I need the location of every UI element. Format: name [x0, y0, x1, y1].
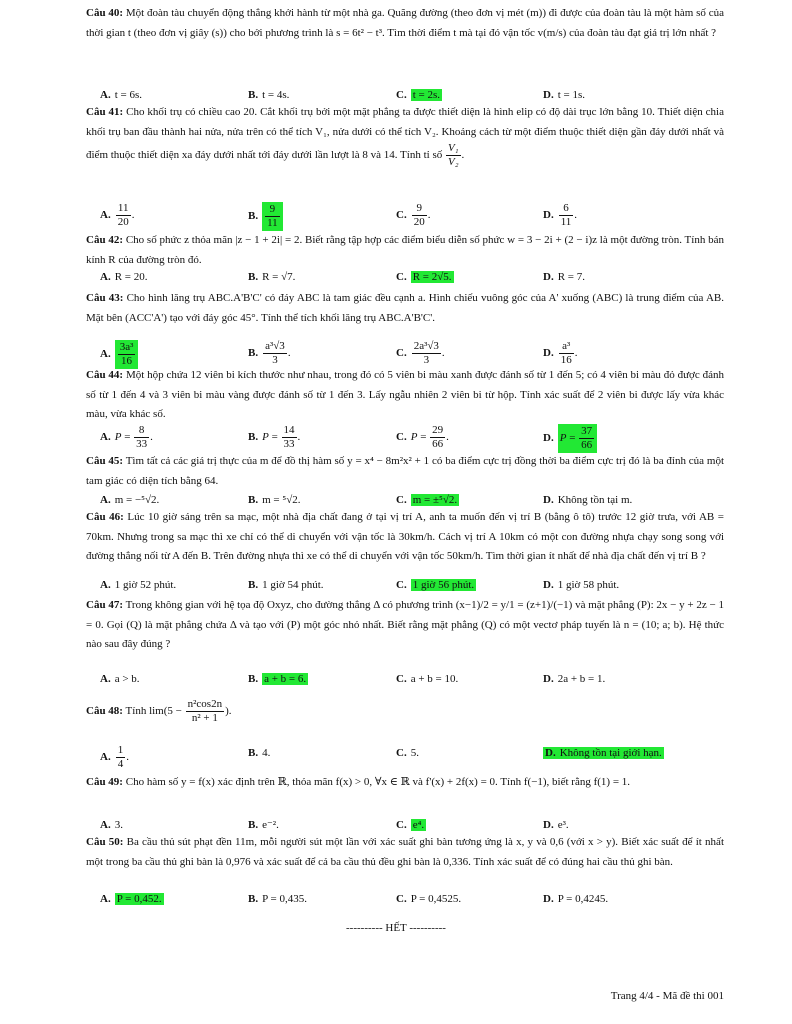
option-c[interactable]: C. $\frac{\text{2a³√3}}{3}$ .	[396, 340, 445, 366]
option-b[interactable]: B. P = 0,435.	[248, 893, 308, 905]
correct-answer-highlight: e⁴.	[412, 819, 425, 831]
option-c[interactable]: C. P = $\frac{29}{66}$ .	[396, 424, 449, 450]
option-c[interactable]: C. $\frac{9}{20}$ .	[396, 202, 431, 228]
option-d[interactable]: D. Không tồn tại m.	[543, 494, 633, 506]
option-d[interactable]	[543, 744, 664, 762]
option-b[interactable]: B. a + b = 6.	[248, 673, 307, 685]
correct-answer-highlight: D. Không tồn tại giới hạn.	[545, 747, 662, 759]
answers-42	[100, 268, 720, 288]
question-label: Câu 47:	[86, 599, 123, 611]
option-b[interactable]: B. 1 giờ 54 phút.	[248, 579, 324, 591]
option-c[interactable]: C. R = 2√5.	[396, 271, 452, 283]
option-b[interactable]: B. $\frac{\text{a³√3}}{3}$ .	[248, 340, 291, 366]
question-label: Câu 50:	[86, 836, 124, 848]
correct-answer-highlight: R = 2√5.	[412, 271, 452, 283]
question-label: Câu 49:	[86, 776, 123, 788]
question-label: Câu 44:	[86, 369, 124, 381]
question-43	[86, 289, 724, 328]
question-text: Cho hàm số y = f(x) xác định trên ℝ, thỏa mãn f(x) > 0, ∀x ∈ ℝ và f'(x) + 2f(x) = 0. Tính f(−1), biết rằng f(1) = 1.	[125, 776, 631, 788]
option-b[interactable]: B. P = $\frac{14}{33}$ .	[248, 424, 301, 450]
option-c[interactable]: C. m = ±⁵√2.	[396, 494, 458, 506]
question-46	[86, 508, 724, 567]
option-d[interactable]: D. 1 giờ 58 phút.	[543, 579, 620, 591]
question-50	[86, 833, 724, 872]
option-b[interactable]: B. t = 4s.	[248, 89, 290, 101]
option-a[interactable]: A. $\frac{1}{4}$ .	[100, 744, 129, 770]
question-42	[86, 231, 724, 270]
question-47	[86, 596, 724, 655]
correct-answer-highlight: P = $\frac{37}{66}$	[558, 424, 597, 453]
question-text: Trong không gian với hệ tọa độ Oxyz, cho đường thẳng Δ có phương trình (x−1)/2 = y/1 = (z+1)/(−1) và mặt phẳng (P): 2x − y + 2z − 1 = 0. Gọi (Q) là mặt phẳng chứa Δ và tạo với (P) một góc nhỏ nhất. Biết rằng mặt phẳng (Q) có một vectơ pháp tuyến là n = (10; a; b). Hệ thức nào sau đây đúng ?	[86, 599, 724, 650]
option-d[interactable]: D. e³.	[543, 819, 569, 831]
question-label: Câu 43:	[86, 292, 124, 304]
end-marker: ---------- HẾT ----------	[346, 922, 446, 934]
option-a[interactable]: A. P = $\frac{8}{33}$ .	[100, 424, 153, 450]
option-d[interactable]: D. 2a + b = 1.	[543, 673, 606, 685]
option-a[interactable]: A. 1 giờ 52 phút.	[100, 579, 177, 591]
option-a[interactable]: A. $\frac{\text{3a³}}{16}$	[100, 340, 138, 369]
page-footer: Trang 4/4 - Mã đề thi 001	[610, 990, 724, 1002]
option-c[interactable]: C. 1 giờ 56 phút.	[396, 579, 475, 591]
question-45	[86, 452, 724, 491]
question-label: Câu 40:	[86, 7, 124, 19]
option-d[interactable]: D. t = 1s.	[543, 89, 585, 101]
correct-answer-highlight: t = 2s.	[412, 89, 440, 101]
question-40	[86, 4, 724, 43]
question-text: Cho số phức z thỏa mãn |z − 1 + 2i| = 2. Biết rằng tập hợp các điểm biểu diễn số phức w = 3 − 2i + (2 − i)z là một đường tròn. Tính bán kính R của đường tròn đó.	[86, 234, 724, 266]
correct-answer-highlight: $\frac{9}{11}$	[262, 202, 283, 231]
question-48: Câu 48: Tính lim(5 − $\frac{\text{n²cos2n}}{\text{n² + 1}}$ ).	[86, 698, 232, 724]
option-b[interactable]: B. 4.	[248, 747, 271, 759]
option-a[interactable]: A. a > b.	[100, 673, 140, 685]
question-label: Câu 45:	[86, 455, 124, 467]
option-a[interactable]: A. P = 0,452.	[100, 893, 162, 905]
answers-47	[100, 670, 720, 690]
answers-48	[100, 744, 720, 770]
option-a[interactable]: A. $\frac{11}{20}$ .	[100, 202, 135, 228]
option-c[interactable]: C. 5.	[396, 747, 419, 759]
correct-answer-highlight: a + b = 6.	[264, 673, 307, 685]
question-text: Một hộp chứa 12 viên bi kích thước như nhau, trong đó có 5 viên bi màu xanh được đánh số từ 1 đến 5; có 4 viên bi màu đỏ được đánh số từ 1 đến 4 và 3 viên bi màu vàng được đánh số từ 1 đến 3. Lấy ngẫu nhiên 2 viên bi từ hộp. Tính xác suất để 2 viên bi được lấy vừa khác màu, vừa khác số.	[86, 369, 724, 420]
correct-answer-highlight: P = 0,452.	[116, 893, 162, 905]
answers-41	[100, 202, 720, 229]
answers-44	[100, 424, 720, 451]
option-b[interactable]: B. $\frac{9}{11}$	[248, 202, 283, 231]
option-c[interactable]: C. t = 2s.	[396, 89, 440, 101]
option-a[interactable]: A. 3.	[100, 819, 123, 831]
option-b[interactable]: B. e⁻².	[248, 819, 279, 831]
option-d[interactable]: D. $\frac{\text{a³}}{16}$ .	[543, 340, 578, 366]
option-c[interactable]: C. a + b = 10.	[396, 673, 459, 685]
question-text: Một đoàn tàu chuyển động thẳng khởi hành từ một nhà ga. Quãng đường (theo đơn vị mét (m)) đi được của đoàn tàu là một hàm số của thời gian t (theo đơn vị giây (s)) cho bởi phương trình là s = 6t² − t³. Tìm thời điểm t mà tại đó vận tốc v(m/s) của đoàn tàu đạt giá trị lớn nhất ?	[86, 7, 725, 39]
question-label: Câu 41:	[86, 106, 124, 118]
option-d[interactable]: D. $\frac{6}{11}$ .	[543, 202, 578, 228]
option-b[interactable]: B. R = √7.	[248, 271, 296, 283]
answers-50	[100, 890, 720, 910]
option-a[interactable]: A. R = 20.	[100, 271, 148, 283]
question-text: Lúc 10 giờ sáng trên sa mạc, một nhà địa chất đang ở tại vị trí A, anh ta muốn đến vị trí B (bằng ô tô) trước 12 giờ trưa, với AB = 70km. Nhưng trong sa mạc thì xe chỉ có thể di chuyển với vận tốc là 30km/h. Cách vị trí A 10km có một con đường nhựa chạy song song với đường thẳng nối từ A đến B. Trên đường nhựa thì xe có thể di chuyển với vận tốc 50km/h. Tìm thời gian ít nhất để nhà địa chất đến vị trí B ?	[86, 511, 724, 562]
limit-fraction: $\frac{\text{n²cos2n}}{\text{n² + 1}}$	[187, 698, 223, 724]
correct-answer-highlight: m = ±⁵√2.	[412, 494, 458, 506]
correct-answer-highlight: 1 giờ 56 phút.	[412, 579, 475, 591]
answers-43	[100, 340, 720, 367]
question-41: Câu 41: Cho khối trụ có chiều cao 20. Cắt khối trụ bởi một mặt phẳng ta được thiết diện là hình elip có độ dài trục lớn bằng 10. Thiết diện chia khối trụ ban đầu thành hai nửa, nửa trên có thể tích V₁, nửa dưới có thể tích V₂. Khoảng cách từ một điểm thuộc thiết diện gần đáy dưới nhất và điểm thuộc thiết diện xa đáy dưới nhất tới đáy dưới lần lượt là 8 và 14. Tính tỉ số $\frac{\text{V₁}}{\text{V₂}}$ .	[86, 106, 724, 168]
correct-answer-highlight: $\frac{\text{3a³}}{16}$	[115, 340, 139, 369]
option-d[interactable]: D. R = 7.	[543, 271, 585, 283]
option-a[interactable]: A. t = 6s.	[100, 89, 142, 101]
option-a[interactable]: A. m = −⁵√2.	[100, 494, 160, 506]
option-d[interactable]: D. P = 0,4245.	[543, 893, 609, 905]
question-49	[86, 773, 724, 793]
option-c[interactable]: C. P = 0,4525.	[396, 893, 462, 905]
option-b[interactable]: B. m = ⁵√2.	[248, 494, 301, 506]
question-text: Tìm tất cả các giá trị thực của m để đồ thị hàm số y = x⁴ − 8m²x² + 1 có ba điểm cực trị đồng thời ba điểm cực trị đó là ba đỉnh của một tam giác có diện tích bằng 64.	[86, 455, 725, 487]
question-label: Câu 42:	[86, 234, 124, 246]
option-c[interactable]: C. e⁴.	[396, 819, 425, 831]
question-text: Cho hình lăng trụ ABC.A'B'C' có đáy ABC là tam giác đều cạnh a. Hình chiếu vuông góc của A' xuống (ABC) là trung điểm của AB. Mặt bên (ACC'A') tạo với đáy góc 45°. Tính thể tích khối lăng trụ ABC.A'B'C'.	[86, 292, 724, 324]
question-44	[86, 366, 724, 425]
question-label: Câu 46:	[86, 511, 124, 523]
ratio-fraction: $\frac{\text{V₁}}{\text{V₂}}$	[447, 142, 459, 168]
option-d[interactable]: D. P = $\frac{37}{66}$	[543, 424, 597, 453]
answers-46	[100, 576, 720, 596]
question-text: Cho khối trụ có chiều cao 20. Cắt khối trụ bởi một mặt phẳng ta được thiết diện là hình elip có độ dài trục lớn bằng 10. Thiết diện chia khối trụ ban đầu thành hai nửa, nửa trên có thể tích V₁, nửa dưới có thể tích V₂. Khoảng cách từ một điểm thuộc thiết diện gần đáy dưới nhất và điểm thuộc thiết diện xa đáy dưới nhất tới đáy dưới lần lượt là 8 và 14. Tính tỉ số	[86, 106, 724, 162]
question-text: Ba cầu thủ sút phạt đền 11m, mỗi người sút một lần với xác suất ghi bàn tương ứng là x, y và 0,6 (với x > y). Biết xác suất để ít nhất một trong ba cầu thủ ghi bàn là 0,976 và xác suất để cả ba cầu thủ đều ghi bàn là 0,336. Tính xác suất để có đúng hai cầu thủ ghi bàn.	[86, 836, 725, 868]
question-label: Câu 48:	[86, 705, 123, 718]
